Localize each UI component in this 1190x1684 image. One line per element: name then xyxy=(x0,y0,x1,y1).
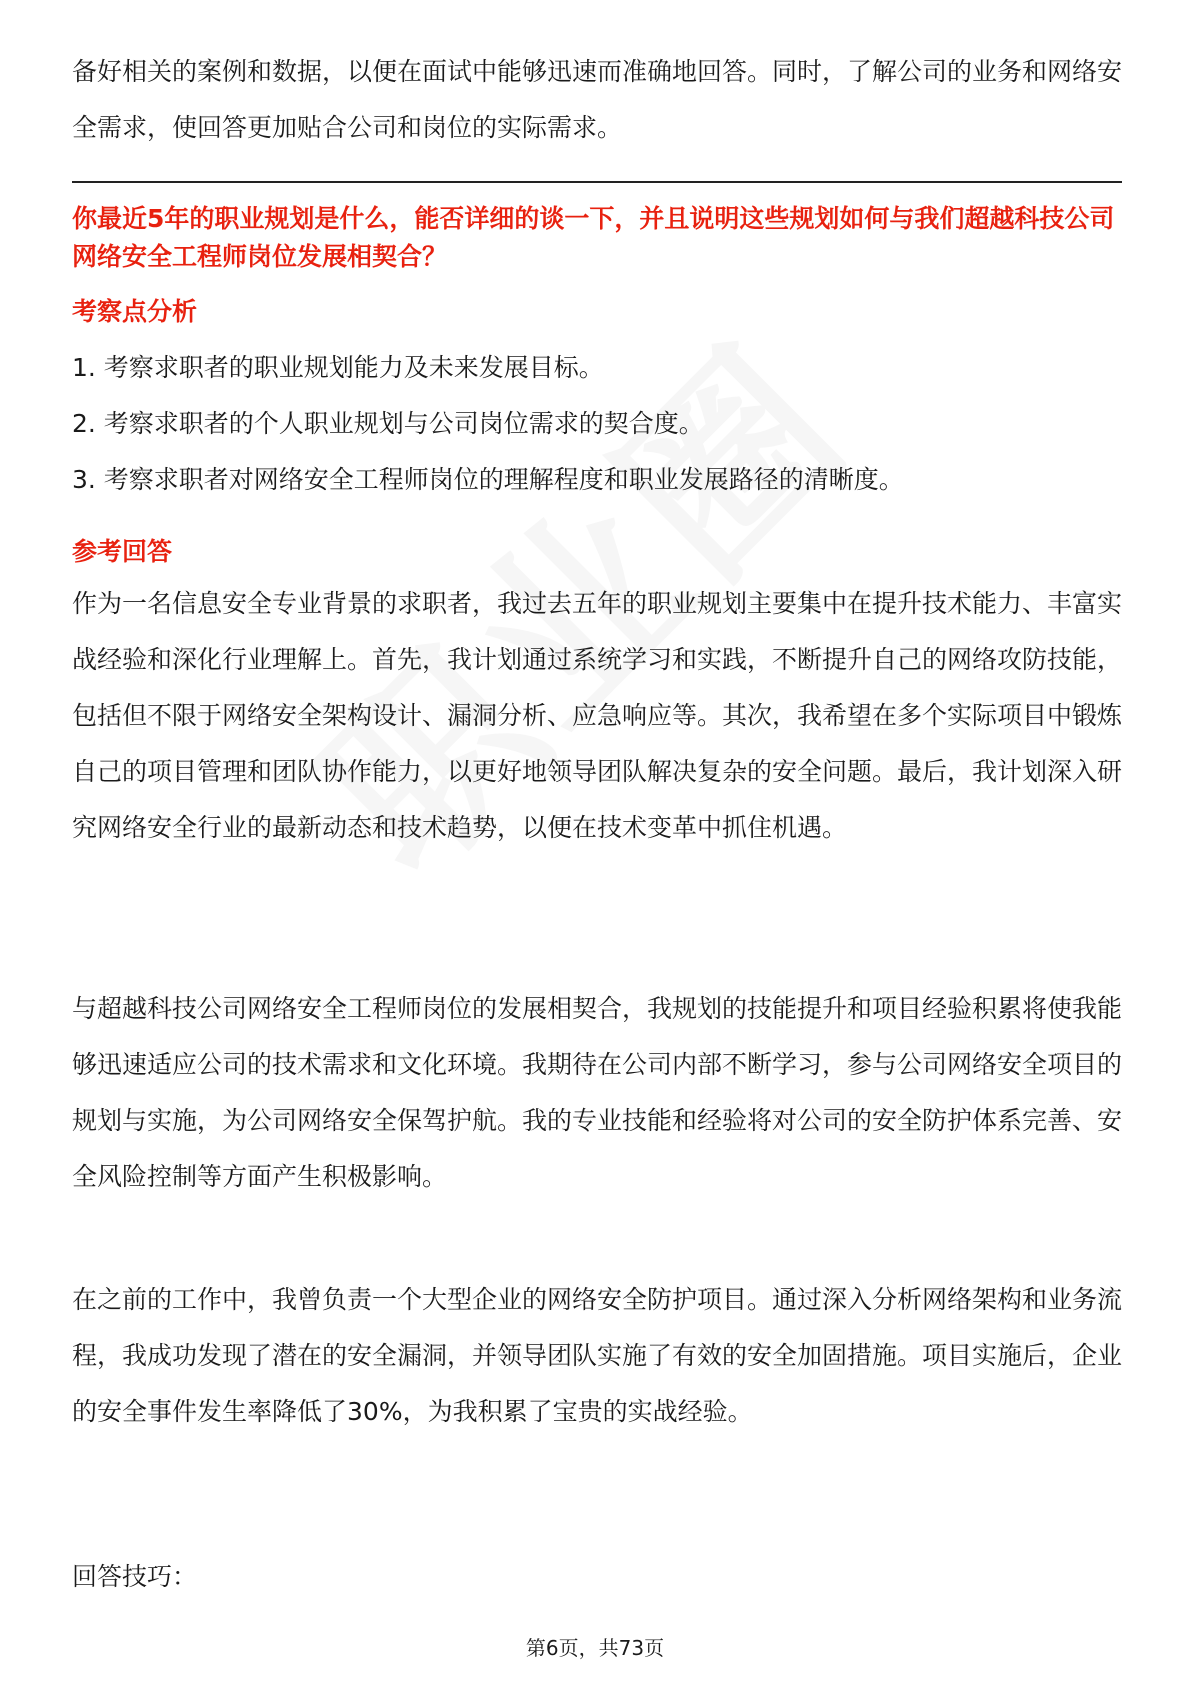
section-divider xyxy=(72,181,1122,183)
page-footer: 第6页，共73页 xyxy=(525,1636,665,1660)
answer-heading: 参考回答 xyxy=(72,537,173,566)
top-paragraph: 备好相关的案例和数据，以便在面试中能够迅速而准确地回答。同时，了解公司的业务和网络安全需求，使回答更加贴合公司和岗位的实际需求。 xyxy=(72,57,1123,142)
interview-question: 你最近5年的职业规划是什么，能否详细的谈一下，并且说明这些规划如何与我们超越科技公司网络安全工程师岗位发展相契合？ xyxy=(72,204,1115,271)
tips-label: 回答技巧： xyxy=(72,1562,198,1591)
analysis-point: 2. 考察求职者的个人职业规划与公司岗位需求的契合度。 xyxy=(72,409,704,438)
analysis-points-list xyxy=(72,340,1122,508)
answer-paragraph: 与超越科技公司网络安全工程师岗位的发展相契合，我规划的技能提升和项目经验积累将使我能够迅速适应公司的技术需求和文化环境。我期待在公司内部不断学习，参与公司网络安全项目的规划与实施，为公司网络安全保驾护航。我的专业技能和经验将对公司的安全防护体系完善、安全风险控制等方面产生积极影响。 xyxy=(72,994,1123,1191)
analysis-point: 3. 考察求职者对网络安全工程师岗位的理解程度和职业发展路径的清晰度。 xyxy=(72,465,904,494)
analysis-point: 1. 考察求职者的职业规划能力及未来发展目标。 xyxy=(72,353,604,382)
answer-paragraph: 作为一名信息安全专业背景的求职者，我过去五年的职业规划主要集中在提升技术能力、丰富实战经验和深化行业理解上。首先，我计划通过系统学习和实践，不断提升自己的网络攻防技能，包括但不限于网络安全架构设计、漏洞分析、应急响应等。其次，我希望在多个实际项目中锻炼自己的项目管理和团队协作能力，以更好地领导团队解决复杂的安全问题。最后，我计划深入研究网络安全行业的最新动态和技术趋势，以便在技术变革中抓住机遇。 xyxy=(72,589,1123,842)
answer-paragraph: 在之前的工作中，我曾负责一个大型企业的网络安全防护项目。通过深入分析网络架构和业务流程，我成功发现了潜在的安全漏洞，并领导团队实施了有效的安全加固措施。项目实施后，企业的安全事件发生率降低了30%，为我积累了宝贵的实战经验。 xyxy=(72,1285,1123,1426)
analysis-heading: 考察点分析 xyxy=(72,297,198,326)
